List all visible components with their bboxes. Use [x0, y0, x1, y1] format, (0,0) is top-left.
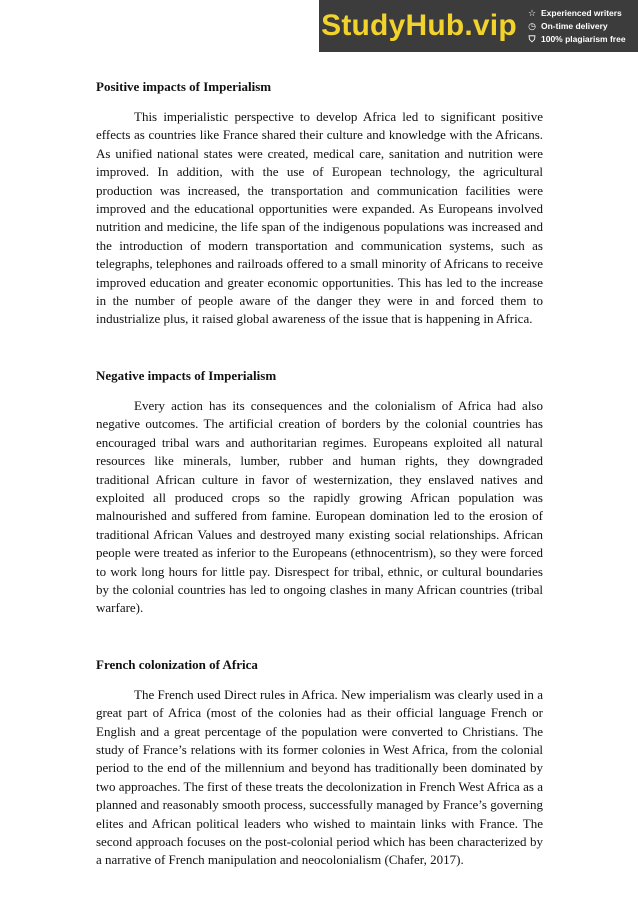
section-heading: Negative impacts of Imperialism — [96, 367, 277, 383]
document-body — [96, 66, 543, 870]
feature-label: 100% plagiarism free — [541, 34, 626, 44]
section-heading: Positive impacts of Imperialism — [96, 79, 272, 94]
feature-label: On-time delivery — [541, 21, 608, 31]
section-negative-impacts — [96, 367, 543, 618]
feature-experienced-writers — [527, 8, 638, 19]
section-positive-impacts — [96, 78, 543, 329]
section-french-colonization — [96, 656, 543, 870]
banner-features — [519, 0, 638, 52]
section-paragraph: Every action has its consequences and the colonialism of Africa had also negative outcomes. The artificial creation of borders by the colonial countries has encouraged tribal wars and authoritarian regimes. Europeans exploited all natural resources like minerals, lumber, rubber and human rights, they downgraded traditional African culture in favor of westernization, they enslaved natives and exploited all produced crops so the rapidly growing African population was malnourished and suffered from famine. European domination led to the erosion of traditional African Values and destroyed many existing social relationships. African people were treated as inferior to the Europeans (ethnocentrism), so they were forced to work long hours for little pay. Disrespect for tribal, ethnic, or cultural boundaries by the colonial countries has led to ongoing clashes in many African countries (tribal warfare). — [96, 397, 543, 616]
section-paragraph: This imperialistic perspective to develop Africa led to significant positive effects as countries like France shared their culture and knowledge with the Africans. As unified national states were created, medical care, sanitation and nutrition were improved. In addition, with the use of European technology, the agricultural production was increased, the transportation and communication facilities were improved and the educational opportunities were expanded. As Europeans involved nutrition and medicine, the life span of the indigenous populations was increased and the introduction of modern transportation and communication systems, such as telegraphs, telephones and railroads offered to a small minority of Africans to receive improved education and greater economic opportunities. This has led to the increase in the number of people aware of the danger they were in and forced them to industrialize plus, it raised global awareness of the issue that is happening in Africa. — [96, 109, 543, 327]
feature-on-time-delivery — [527, 21, 638, 32]
feature-plagiarism-free — [527, 34, 638, 45]
section-paragraph: The French used Direct rules in Africa. New imperialism was clearly used in a great part of Africa (most of the colonies had as their official language French or English and a great percentage of the population were converted to Christians. The study of France’s relations with its former colonies in West Africa, from the colonial period to the end of the millennium and beyond has traditionally been dominated by two approaches. The first of these treats the decolonization in French West Africa as a planned and reasonably smooth process, successfully managed by France’s governing elites and African political leaders who wished to maintain links with France. The second approach focuses on the post-colonial period which has been characterized by a narrative of French manipulation and neocolonialism (Chafer, 2017). — [96, 686, 543, 868]
studyhub-banner[interactable] — [319, 0, 638, 52]
section-heading: French colonization of Africa — [96, 656, 258, 672]
star-icon: ☆ — [527, 7, 537, 18]
clock-icon: ◷ — [528, 20, 536, 31]
studyhub-logo[interactable]: StudyHub.vip — [319, 0, 519, 52]
feature-label: Experienced writers — [541, 8, 622, 18]
shield-check-icon: ⛉ — [528, 33, 536, 44]
